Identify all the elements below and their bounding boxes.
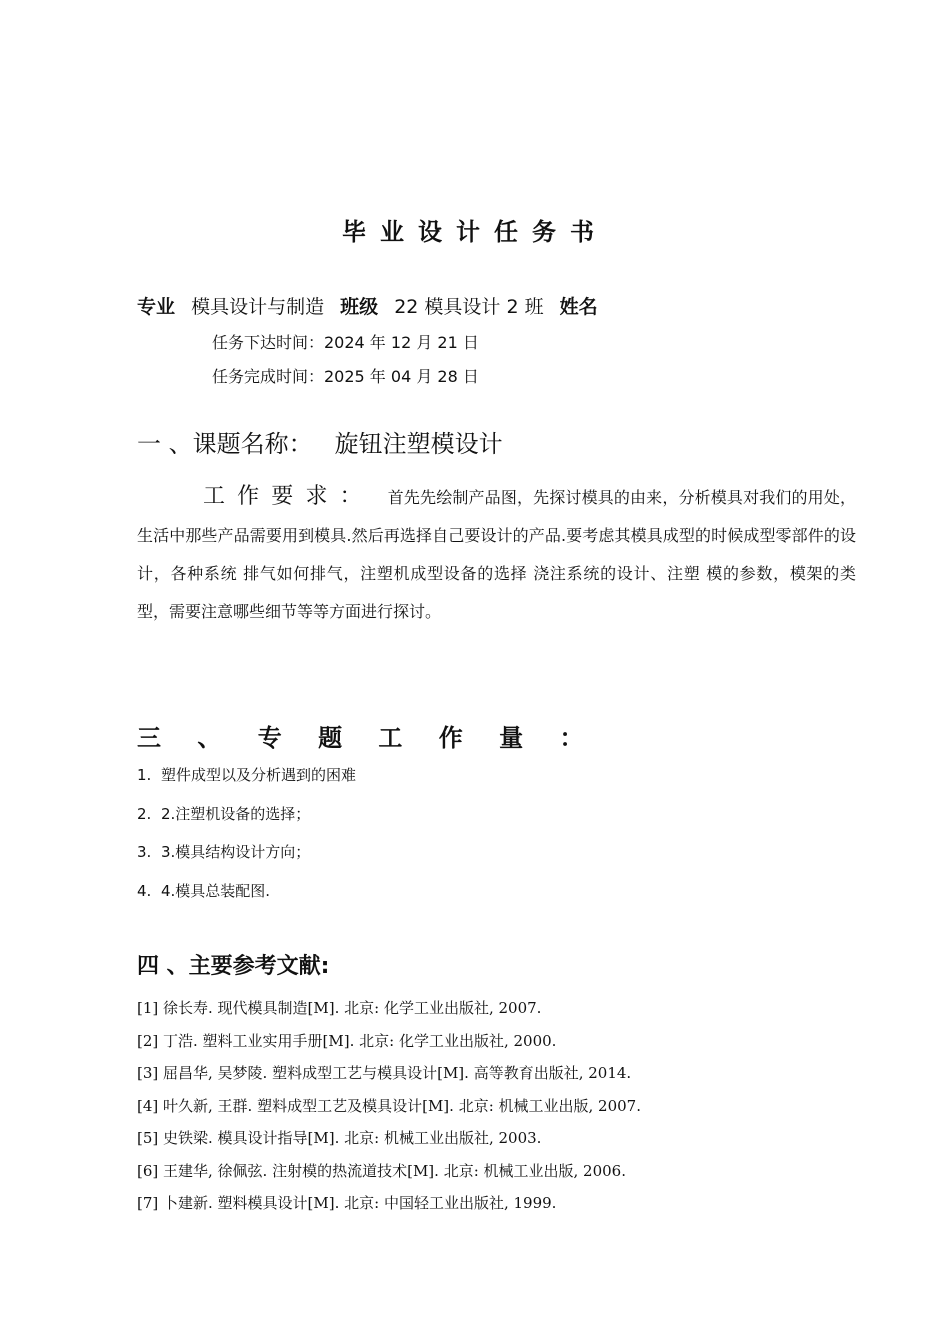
list-item <box>137 760 356 799</box>
topic-heading <box>137 424 503 459</box>
reference-item: [3] 屈昌华, 吴梦陵. 塑料成型工艺与模具设计[M]. 高等教育出版社, 2014. <box>137 1064 632 1082</box>
reference-item: [4] 叶久新, 王群. 塑料成型工艺及模具设计[M]. 北京: 机械工业出版, 2007. <box>137 1096 641 1115</box>
class-value: 22 模具设计 2 班 <box>394 296 544 318</box>
reference-item: [1] 徐长寿. 现代模具制造[M]. 北京: 化学工业出版社, 2007. <box>137 999 542 1017</box>
major-value: 模具设计与制造 <box>191 296 325 318</box>
student-info-line <box>137 292 618 319</box>
list-item <box>137 837 356 876</box>
reference-item: [5] 史铁梁. 模具设计指导[M]. 北京: 机械工业出版社, 2003. <box>137 1129 542 1147</box>
list-item-number: 4. <box>137 881 152 900</box>
page-title: 毕业设计任务书 <box>342 218 608 246</box>
list-item-number: 3. <box>137 843 152 861</box>
workload-heading: 三 、 专 题 工 作 量 ： <box>137 724 598 752</box>
list-item <box>137 876 356 915</box>
list-item-number: 1. <box>137 766 152 784</box>
name-label: 姓名 <box>559 296 598 318</box>
requirements-label: 工作要求： <box>203 484 374 509</box>
requirements-text: 首先先绘制产品图，先探讨模具的由来，分析模具对我们的用处，生活中那些产品需要用到模具.然后再选择自己要设计的产品.要考虑其模具成型的时候成型零部件的设计，各种系统 排气如何排气，注塑机成型设备的选择 浇注系统的设计、注塑 模的参数，模架的类型，需要注意哪些细节等等方面进行探讨。 <box>137 488 856 621</box>
reference-item: [2] 丁浩. 塑料工业实用手册[M]. 北京: 化学工业出版社, 2000. <box>137 1031 557 1050</box>
reference-item: [7] 卜建新. 塑料模具设计[M]. 北京: 中国轻工业出版社, 1999. <box>137 1194 557 1212</box>
class-label: 班级 <box>340 296 379 318</box>
workload-list <box>137 760 356 914</box>
list-item-text: 4.模具总装配图. <box>161 881 271 900</box>
reference-item: [6] 王建华, 徐佩弦. 注射模的热流道技术[M]. 北京: 机械工业出版, 2006. <box>137 1161 626 1180</box>
list-item-text: 3.模具结构设计方向； <box>161 843 311 861</box>
references-heading: 四 、主要参考文献: <box>137 954 330 979</box>
list-item-number: 2. <box>137 804 152 823</box>
issue-date: 任务下达时间：2024 年 12 月 21 日 <box>212 333 479 352</box>
list-item-text: 2.注塑机设备的选择； <box>161 804 311 823</box>
topic-value: 旋钮注塑模设计 <box>334 430 503 458</box>
list-item-text: 塑件成型以及分析遇到的困难 <box>161 766 357 784</box>
completion-date: 任务完成时间：2025 年 04 月 28 日 <box>212 367 479 386</box>
major-label: 专业 <box>137 296 176 318</box>
references-list <box>137 992 641 1220</box>
requirements-paragraph <box>137 478 856 631</box>
list-item <box>137 799 356 838</box>
topic-label: 一 、课题名称： <box>137 430 313 458</box>
